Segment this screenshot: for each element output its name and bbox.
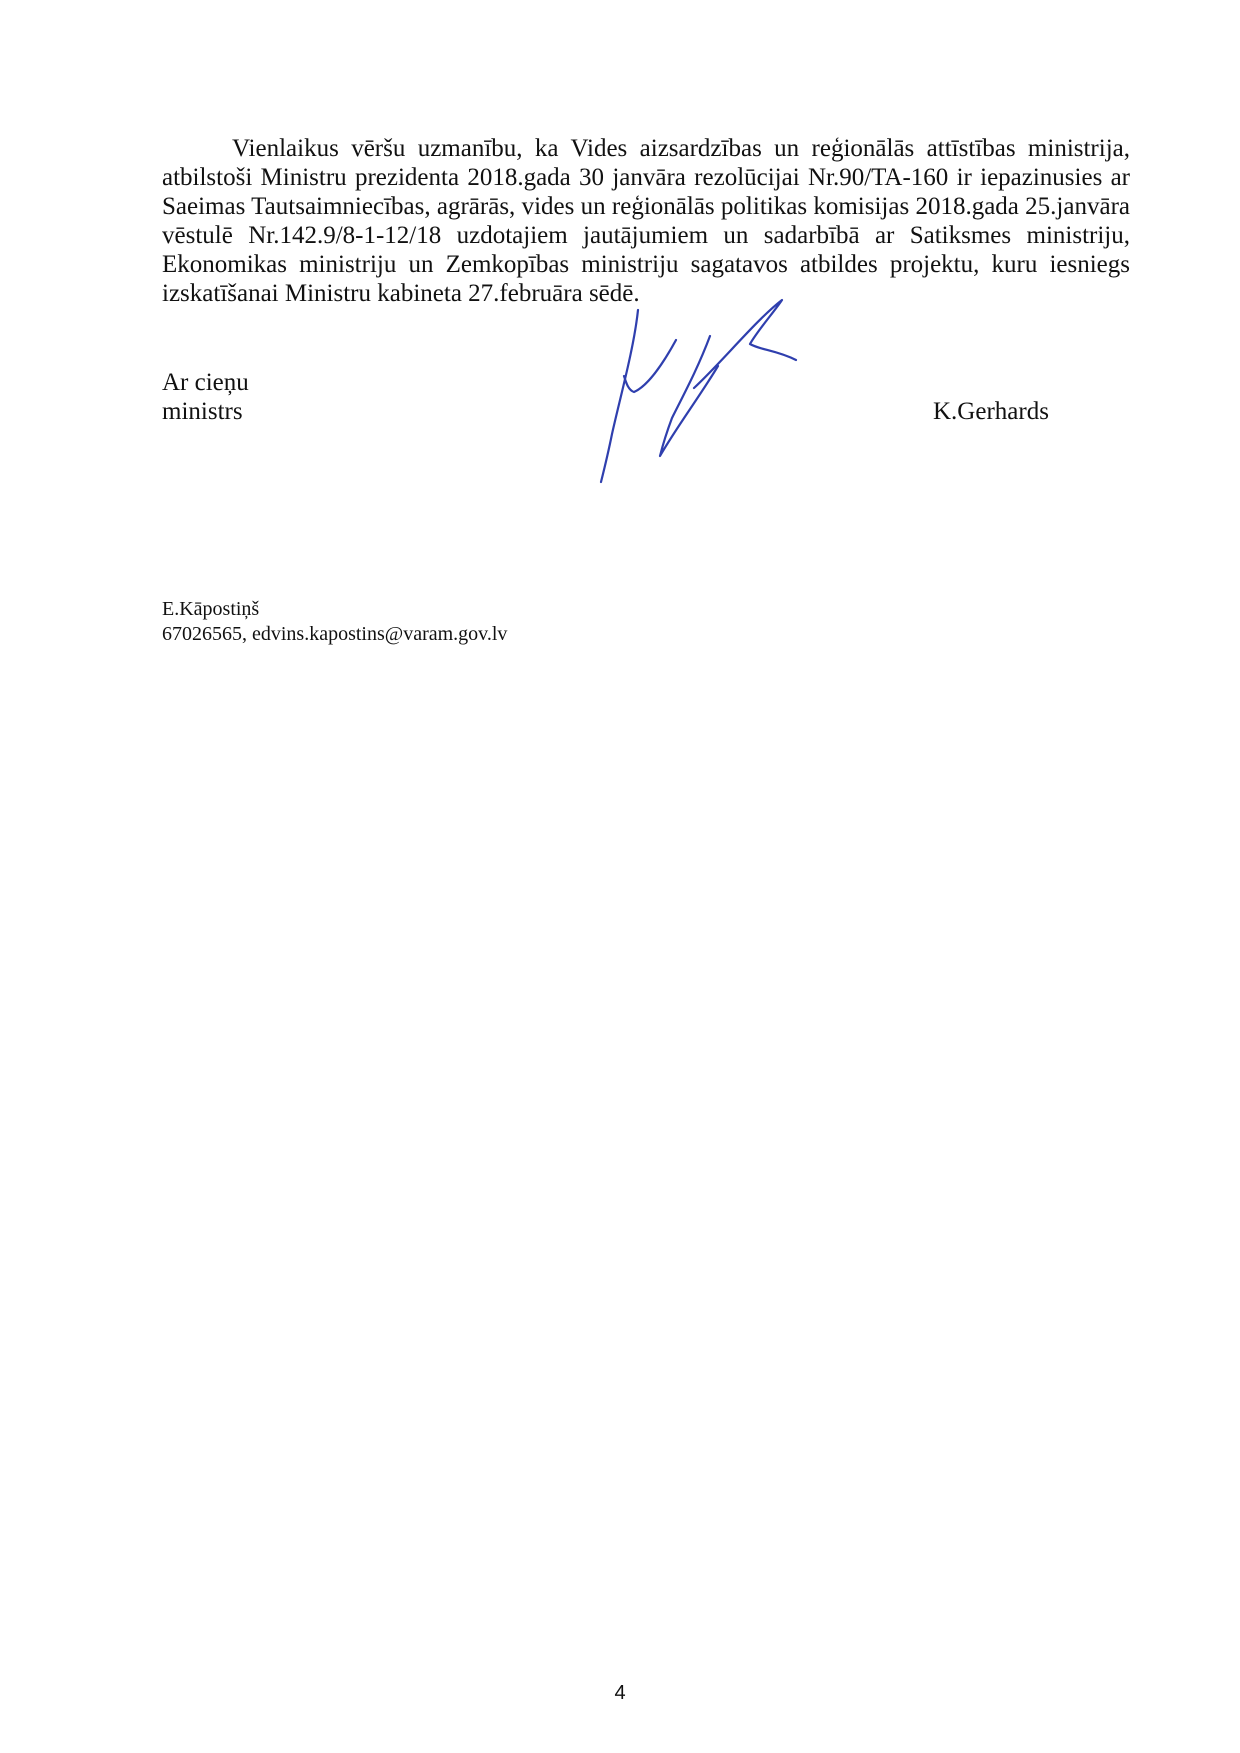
contact-block bbox=[162, 597, 507, 647]
handwritten-signature bbox=[560, 298, 840, 488]
signer-title: ministrs bbox=[162, 398, 243, 425]
signer-name: K.Gerhards bbox=[933, 398, 1049, 425]
closing-block bbox=[162, 368, 249, 426]
closing-greeting: Ar cieņu bbox=[162, 369, 249, 396]
signature-stroke-flourish bbox=[694, 300, 796, 388]
body-paragraph: Vienlaikus vēršu uzmanību, ka Vides aizsardzības un reģionālās attīstības ministrija, atbilstoši Ministru prezidenta 2018.gada 30 janvāra rezolūcijai Nr.90/TA-160 ir iepazinusies ar Saeimas Tautsaimniecības, agrārās, vides un reģionālās politikas komisijas 2018.gada 25.janvāra vēstulē Nr.142.9/8-1-12/18 uzdotajiem jautājumiem un sadarbībā ar Satiksmes ministriju, Ekonomikas ministriju un Zemkopības ministriju sagatavos atbildes projektu, kuru iesniegs izskatīšanai Ministru kabineta 27.februāra sēdē. bbox=[162, 135, 1130, 307]
contact-name: E.Kāpostiņš bbox=[162, 598, 260, 620]
signature-stroke-stem bbox=[601, 310, 638, 482]
page-number: 4 bbox=[614, 1682, 626, 1704]
contact-details: 67026565, edvins.kapostins@varam.gov.lv bbox=[162, 623, 508, 645]
